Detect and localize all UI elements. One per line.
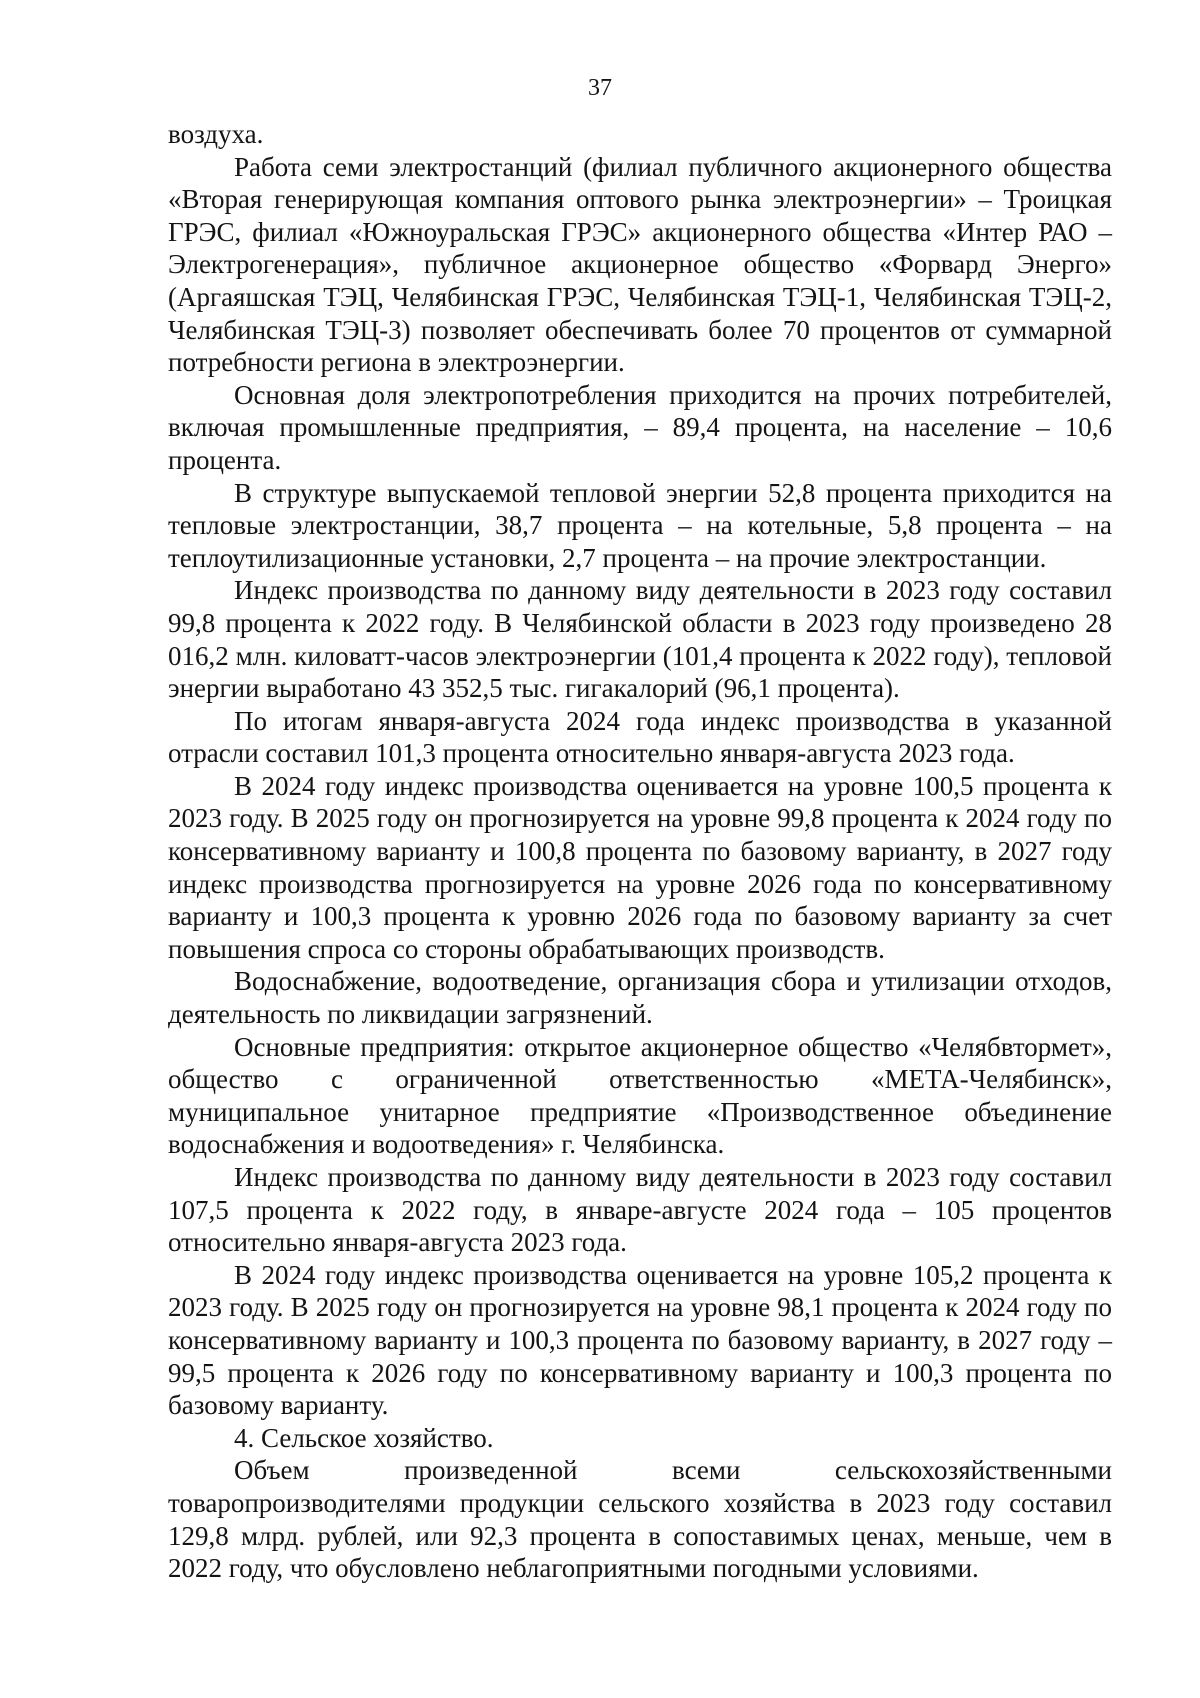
paragraph-water-heading: Водоснабжение, водоотведение, организация сбора и утилизации отходов, деятельность по ликвидации загрязнений. bbox=[168, 966, 1112, 1030]
paragraph-water-index-2023: Индекс производства по данному виду деятельности в 2023 году составил 107,5 процента к 2022 году, в январе-августе 2024 года – 105 процентов относительно января-августа 2023 года. bbox=[168, 1162, 1112, 1258]
paragraph-agriculture-volume: Объем произведенной всеми сельскохозяйственными товаропроизводителями продукции сельского хозяйства в 2023 году составил 129,8 млрд. рублей, или 92,3 процента в сопоставимых ценах, меньше, чем в 2022 году, что обусловлено неблагоприятными погодными условиями. bbox=[168, 1455, 1112, 1584]
paragraph-consumption-share: Основная доля электропотребления приходится на прочих потребителей, включая промышленные предприятия, – 89,4 процента, на население – 10,6 процента. bbox=[168, 379, 1112, 475]
paragraph-heat-structure: В структуре выпускаемой тепловой энергии 52,8 процента приходится на тепловые электростанции, 38,7 процента – на котельные, 5,8 процента – на теплоутилизационные установки, 2,7 процента – на прочие электростанции. bbox=[168, 477, 1112, 573]
body-text bbox=[168, 118, 1112, 1585]
paragraph-main-enterprises: Основные предприятия: открытое акционерное общество «Челябвтормет», общество с ограниченной ответственностью «МЕТА-Челябинск», муниципальное унитарное предприятие «Производственное объединение водоснабжения и водоотведения» г. Челябинска. bbox=[168, 1031, 1112, 1160]
paragraph-power-plants: Работа семи электростанций (филиал публичного акционерного общества «Вторая генерирующая компания оптового рынка электроэнергии» – Троицкая ГРЭС, филиал «Южноуральская ГРЭС» акционерного общества «Интер РАО – Электрогенерация», публичное акционерное общество «Форвард Энерго» (Аргаяшская ТЭЦ, Челябинская ГРЭС, Челябинская ТЭЦ-1, Челябинская ТЭЦ-2, Челябинская ТЭЦ-3) позволяет обеспечивать более 70 процентов от суммарной потребности региона в электроэнергии. bbox=[168, 151, 1112, 378]
section-heading-agriculture: 4. Сельское хозяйство. bbox=[234, 1422, 494, 1453]
paragraph-energy-forecast: В 2024 году индекс производства оценивается на уровне 100,5 процента к 2023 году. В 2025 году он прогнозируется на уровне 99,8 процента к 2024 году по консервативному варианту и 100,8 процента по базовому варианту, в 2027 году индекс производства прогнозируется на уровне 2026 года по консервативному варианту и 100,3 процента к уровню 2026 года по базовому варианту за счет повышения спроса со стороны обрабатывающих производств. bbox=[168, 770, 1112, 964]
paragraph-water-forecast: В 2024 году индекс производства оценивается на уровне 105,2 процента к 2023 году. В 2025 году он прогнозируется на уровне 98,1 процента к 2024 году по консервативному варианту и 100,3 процента по базовому варианту, в 2027 году – 99,5 процента к 2026 году по консервативному варианту и 100,3 процента по базовому варианту. bbox=[168, 1259, 1112, 1421]
paragraph-continuation: воздуха. bbox=[168, 119, 264, 149]
paragraph-production-index-2023: Индекс производства по данному виду деятельности в 2023 году составил 99,8 процента к 2022 году. В Челябинской области в 2023 году произведено 28 016,2 млн. киловатт-часов электроэнергии (101,4 процента к 2022 году), тепловой энергии выработано 43 352,5 тыс. гигакалорий (96,1 процента). bbox=[168, 575, 1112, 704]
paragraph-jan-aug-2024: По итогам января-августа 2024 года индекс производства в указанной отрасли составил 101,3 процента относительно января-августа 2023 года. bbox=[168, 705, 1112, 769]
page-number: 37 bbox=[588, 75, 612, 101]
